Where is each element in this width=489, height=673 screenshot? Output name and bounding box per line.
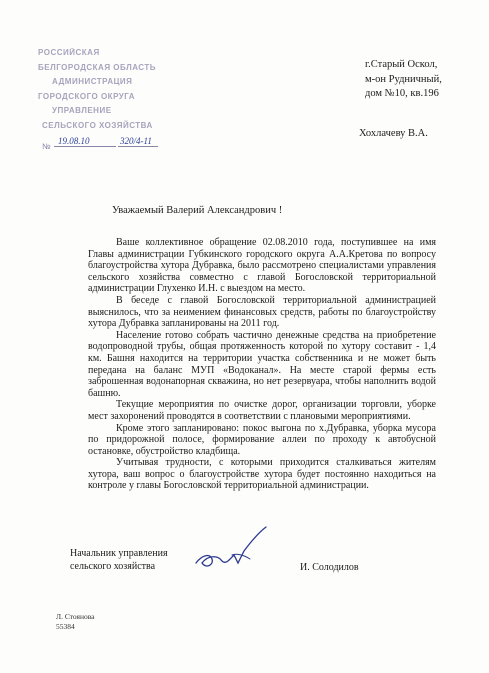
letterhead-line: ГОРОДСКОГО ОКРУГА bbox=[38, 91, 136, 101]
handwritten-signature bbox=[188, 525, 278, 575]
letter-body bbox=[88, 237, 436, 492]
body-paragraph: Текущие мероприятия по очистке дорог, организации торговли, уборке мест захоронений проводятся в соответствии с плановыми мероприятиями. bbox=[88, 399, 436, 422]
address-block bbox=[365, 58, 442, 102]
reg-date-underline bbox=[54, 146, 116, 147]
letterhead-line: РОССИЙСКАЯ bbox=[38, 48, 100, 57]
body-paragraph: Учитывая трудности, с которыми приходится сталкиваться жителям хутора, ваш вопрос о благоустройстве хутора будет постоянно находиться на контроле у главы Богословской территориальной администрации. bbox=[88, 457, 436, 492]
letterhead-line: АДМИНИСТРАЦИЯ bbox=[52, 77, 133, 86]
executor-name: Л. Стоянова bbox=[56, 612, 95, 621]
signer-title-line: сельского хозяйства bbox=[70, 561, 156, 572]
executor-block bbox=[56, 612, 95, 632]
address-city: г.Старый Оскол, bbox=[365, 59, 438, 70]
recipient-name: Хохлачеву В.А. bbox=[359, 128, 428, 139]
signer-title bbox=[70, 547, 168, 573]
signer-title-line: Начальник управления bbox=[70, 548, 168, 559]
address-district: м-он Рудничный, bbox=[365, 73, 442, 85]
letterhead-line: УПРАВЛЕНИЕ bbox=[52, 106, 112, 115]
body-paragraph: Кроме этого запланировано: покос выгона по х.Дубравка, уборка мусора по придорожной полосе, формирование аллеи по проходу к автобусной остановке, обустройство кладбища. bbox=[88, 422, 436, 457]
body-paragraph: Население готово собрать частично денежные средства на приобретение водопроводной трубы, общая протяженность которой по хутору составит - 1,4 км. Башня находится на территории участка собственника и не может быть передана на баланс МУП «Водоканал». На месте старой фермы есть заброшенная водонапорная скважина, но нет резервуара, чтобы наполнить водой башню. bbox=[88, 329, 436, 399]
letterhead-stamp bbox=[38, 46, 188, 133]
signer-name: И. Солодилов bbox=[300, 562, 359, 573]
registration-line bbox=[42, 136, 192, 154]
reg-number-underline bbox=[118, 146, 158, 147]
reg-date: 19.08.10 bbox=[58, 136, 90, 146]
body-paragraph: В беседе с главой Богословской территориальной администрацией выяснилось, что за неимением финансовых средств, работы по благоустройству хутора Дубравка запланированы на 2011 год. bbox=[88, 294, 436, 330]
reg-number: 320/4-11 bbox=[120, 136, 152, 146]
letterhead-line: БЕЛГОРОДСКАЯ ОБЛАСТЬ bbox=[38, 62, 156, 72]
reg-no-label: № bbox=[42, 142, 51, 151]
body-paragraph: Ваше коллективное обращение 02.08.2010 года, поступившее на имя Главы администрации Губкинского городского округа А.А.Кретова по вопросу благоустройства хутора Дубравка, было рассмотрено специалистами управления сельского хозяйства совместно с главой Богословской территориальной администрации Глухенко И.Н. с выездом на место. bbox=[88, 237, 436, 295]
executor-phone: 55384 bbox=[56, 622, 75, 631]
address-house: дом №10, кв.196 bbox=[365, 88, 439, 99]
greeting: Уважаемый Валерий Александрович ! bbox=[112, 205, 283, 216]
letterhead-line: СЕЛЬСКОГО ХОЗЯЙСТВА bbox=[42, 120, 153, 130]
